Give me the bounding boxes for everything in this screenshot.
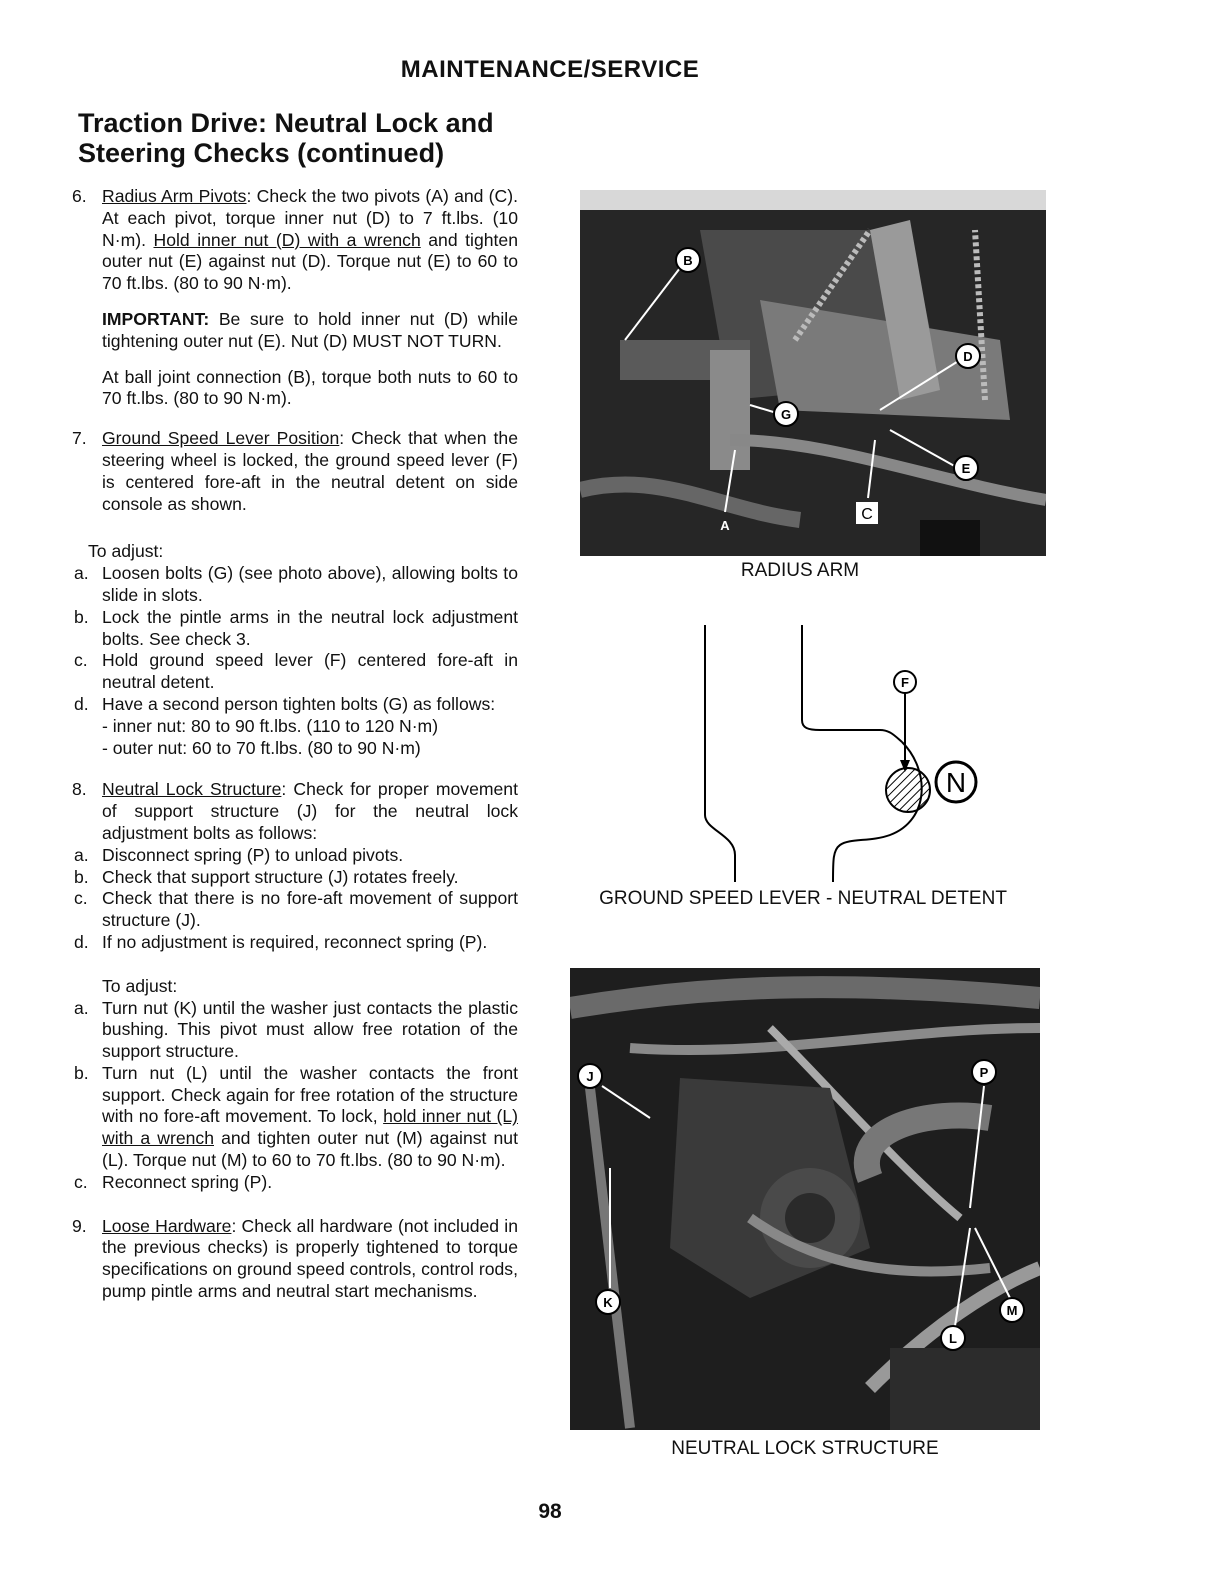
item-8 xyxy=(72,779,518,844)
callout-a xyxy=(720,518,730,533)
item-number: 7. xyxy=(72,428,87,449)
callout-n-label: N xyxy=(945,767,967,798)
callout-b xyxy=(676,248,700,272)
callout-k xyxy=(596,1290,620,1314)
step xyxy=(72,607,518,651)
callout-b-label: B xyxy=(683,253,693,268)
torque-spec: - outer nut: 60 to 70 ft.lbs. (80 to 90 N·m) xyxy=(102,737,421,758)
step-letter: a. xyxy=(74,997,89,1018)
callout-c xyxy=(856,502,878,524)
item-heading: Loose Hardware xyxy=(102,1215,232,1236)
torque-spec: - inner nut: 80 to 90 ft.lbs. (110 to 120 N·m) xyxy=(102,715,439,736)
to-adjust-label: To adjust: xyxy=(88,541,164,562)
title-line-1: Traction Drive: Neutral Lock and xyxy=(78,108,494,138)
neutral-lock-caption: NEUTRAL LOCK STRUCTURE xyxy=(671,1438,939,1459)
step xyxy=(72,563,518,607)
important-label: IMPORTANT: xyxy=(102,308,210,329)
step xyxy=(72,932,518,954)
callout-c-label: C xyxy=(861,506,873,523)
step-letter: a. xyxy=(74,844,89,865)
step-text: Loosen bolts (G) (see photo above), allowing bolts to slide in slots. xyxy=(102,563,518,605)
radius-arm-photo xyxy=(580,190,1046,556)
item-text: : Check all hardware (not included in the previous checks) is properly tightened to torque specifications on ground speed controls, control rods, pump pintle arms and neutral start mechanisms. xyxy=(102,1215,519,1302)
item-text: : Check the two pivots (A) and (C). At each pivot, torque inner nut (D) to 7 ft.lbs. (10 N·m). xyxy=(102,186,518,250)
important-note xyxy=(72,309,518,353)
step-text: Turn nut (L) until the washer contacts the front support. Check again for free rotation of the structure with no fore-aft movement. To lock, xyxy=(102,1062,518,1127)
callout-g-label: G xyxy=(780,407,792,422)
section-title xyxy=(78,108,538,168)
step-text: Check that support structure (J) rotates freely. xyxy=(102,866,459,887)
callout-k-label: K xyxy=(603,1295,613,1310)
step-letter: c. xyxy=(74,650,88,671)
step-underlined: hold inner nut (L) with a wrench xyxy=(102,1106,518,1149)
callout-j xyxy=(578,1064,602,1088)
step-text: Reconnect spring (P). xyxy=(102,1171,273,1192)
step-text: If no adjustment is required, reconnect spring (P). xyxy=(102,931,488,952)
step xyxy=(72,1063,518,1172)
callout-l xyxy=(941,1326,965,1350)
item-heading: Ground Speed Lever Position xyxy=(102,428,340,449)
callout-j-label: J xyxy=(586,1069,594,1084)
callout-e xyxy=(954,456,978,480)
step xyxy=(72,1172,518,1194)
text-column xyxy=(72,186,518,1317)
item-9 xyxy=(72,1216,518,1303)
callout-f-label: F xyxy=(901,675,909,690)
neutral-detent-caption: GROUND SPEED LEVER - NEUTRAL DETENT xyxy=(599,888,1007,909)
callout-g xyxy=(774,402,798,426)
step-letter: b. xyxy=(74,866,89,887)
item-text: : Check for proper movement of support structure (J) for the neutral lock adjustment bolts as follows: xyxy=(102,779,518,843)
step-letter: c. xyxy=(74,888,88,909)
item-number: 8. xyxy=(72,779,87,800)
callout-n xyxy=(936,762,976,802)
step-letter: b. xyxy=(74,1062,89,1083)
item-heading: Radius Arm Pivots xyxy=(102,186,247,206)
step-letter: a. xyxy=(74,563,89,584)
step xyxy=(72,694,518,716)
to-adjust-label: To adjust: xyxy=(102,975,178,996)
step-text: Have a second person tighten bolts (G) as follows: xyxy=(102,693,496,714)
step-text: Lock the pintle arms in the neutral lock adjustment bolts. See check 3. xyxy=(102,606,518,649)
neutral-detent-diagram xyxy=(690,620,1010,890)
step-letter: d. xyxy=(74,931,89,952)
item-7 xyxy=(72,428,518,515)
step-letter: b. xyxy=(74,606,89,627)
page-number: 98 xyxy=(538,1500,562,1523)
callout-a-label: A xyxy=(720,518,730,533)
step-letter: c. xyxy=(74,1171,88,1192)
step-text: Turn nut (K) until the washer just contacts the plastic bushing. This pivot must allow free rotation of the support structure. xyxy=(102,997,518,1062)
ball-joint-note: At ball joint connection (B), torque both nuts to 60 to 70 ft.lbs. (80 to 90 N·m). xyxy=(102,366,518,409)
callout-m xyxy=(1000,1298,1024,1322)
item-heading: Neutral Lock Structure xyxy=(102,779,282,800)
step xyxy=(72,867,518,889)
item-6 xyxy=(72,186,518,295)
item-underlined: Hold inner nut (D) with a wrench xyxy=(153,229,421,250)
callout-m-label: M xyxy=(1006,1303,1018,1318)
step xyxy=(72,845,518,867)
callout-e-label: E xyxy=(961,461,971,476)
neutral-lock-photo xyxy=(570,968,1040,1430)
step xyxy=(72,998,518,1063)
callout-d xyxy=(956,344,980,368)
lever-knob xyxy=(886,768,930,812)
step xyxy=(72,650,518,694)
item-text: and tighten outer nut (E) against nut (D). Torque nut (E) to 60 to 70 ft.lbs. (80 to 90 N·m). xyxy=(102,229,518,294)
radius-arm-caption: RADIUS ARM xyxy=(740,560,860,581)
step-text: Hold ground speed lever (F) centered fore-aft in neutral detent. xyxy=(102,650,518,693)
step-text: Check that there is no fore-aft movement of support structure (J). xyxy=(102,888,518,931)
callout-p-label: P xyxy=(979,1065,989,1080)
step-text: and tighten outer nut (M) against nut (L). Torque nut (M) to 60 to 70 ft.lbs. (80 to 90 N·m). xyxy=(102,1128,518,1171)
callout-f xyxy=(894,671,916,693)
page-header: MAINTENANCE/SERVICE xyxy=(400,56,700,83)
step xyxy=(72,888,518,932)
item-text: : Check that when the steering wheel is locked, the ground speed lever (F) is centered fore-aft in the neutral detent on side console as shown. xyxy=(102,428,518,514)
step-text: Disconnect spring (P) to unload pivots. xyxy=(102,844,404,865)
item-number: 9. xyxy=(72,1215,87,1236)
callout-d-label: D xyxy=(963,349,973,364)
important-text: Be sure to hold inner nut (D) while tightening outer nut (E). Nut (D) MUST NOT TURN. xyxy=(102,308,518,351)
item-number: 6. xyxy=(72,186,87,206)
title-line-2: Steering Checks (continued) xyxy=(78,138,445,168)
callout-l-label: L xyxy=(949,1331,957,1346)
callout-p xyxy=(972,1060,996,1084)
step-letter: d. xyxy=(74,693,89,714)
